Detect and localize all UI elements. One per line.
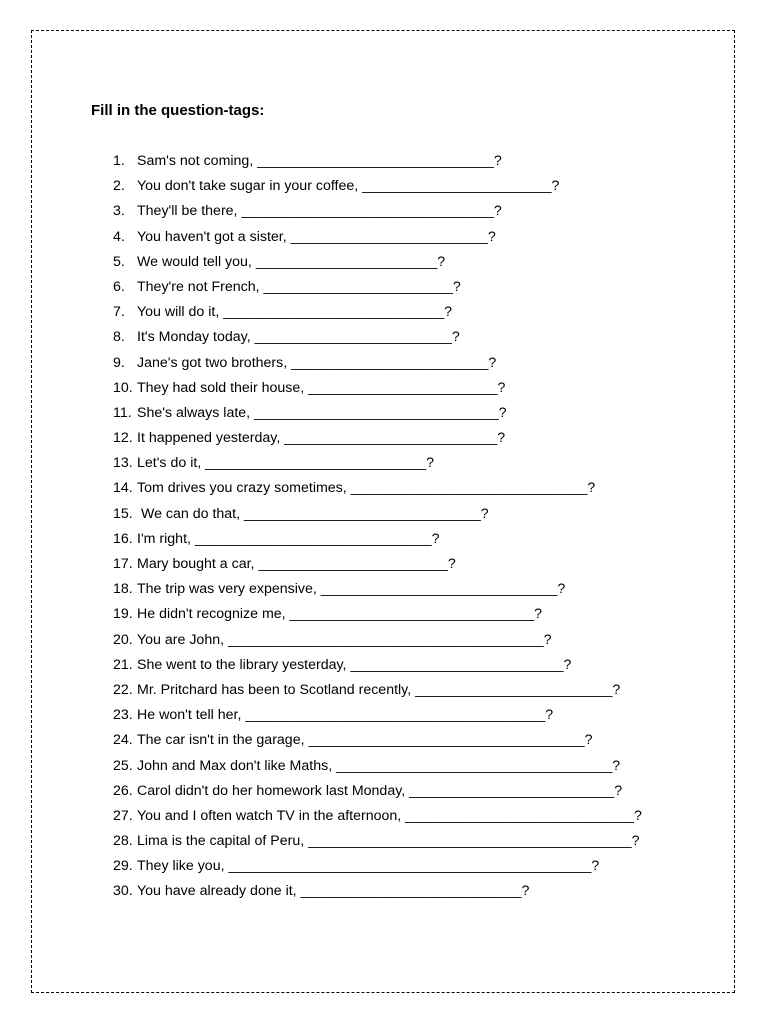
question-number: 13.: [113, 455, 133, 472]
question-item: [113, 856, 642, 881]
question-text: Mr. Pritchard has been to Scotland recently, _________________________?: [137, 681, 621, 698]
question-item: [113, 554, 642, 579]
question-number: 2.: [113, 178, 125, 195]
question-text: You will do it, ____________________________?: [137, 304, 453, 321]
question-text: He didn't recognize me, _______________________________?: [137, 606, 543, 623]
question-number: 19.: [113, 606, 133, 623]
question-item: [113, 378, 642, 403]
question-number: 6.: [113, 278, 125, 295]
question-text: They're not French, ________________________?: [137, 278, 461, 295]
question-item: [113, 680, 642, 705]
question-number: 1.: [113, 153, 125, 169]
question-item: [113, 504, 642, 529]
question-item: [113, 453, 642, 478]
question-item: [113, 630, 642, 655]
question-number: 3.: [113, 203, 125, 220]
question-number: 12.: [113, 430, 133, 447]
question-text: It's Monday today, _________________________?: [137, 329, 460, 346]
question-number: 15.: [113, 505, 133, 522]
question-number: 20.: [113, 631, 133, 648]
question-text: John and Max don't like Maths, ___________________________________?: [137, 757, 621, 774]
question-text: She went to the library yesterday, ___________________________?: [137, 656, 572, 673]
question-item: [113, 403, 642, 428]
question-number: 26.: [113, 782, 133, 799]
question-number: 28.: [113, 833, 133, 850]
question-item: [113, 781, 642, 806]
question-text: The trip was very expensive, ______________________________?: [137, 581, 566, 598]
question-number: 8.: [113, 329, 125, 346]
question-item: [113, 806, 642, 831]
question-item: [113, 730, 642, 755]
question-item: [113, 252, 642, 277]
question-number: 22.: [113, 681, 133, 698]
question-item: [113, 579, 642, 604]
question-text: I'm right, ______________________________?: [137, 530, 440, 547]
question-text: Jane's got two brothers, _________________________?: [137, 354, 497, 371]
question-text: They like you, ______________________________________________?: [137, 858, 600, 875]
question-item: [113, 705, 642, 730]
question-text: We would tell you, _______________________?: [137, 253, 446, 270]
question-text: Lima is the capital of Peru, _________________________________________?: [137, 833, 640, 850]
question-number: 14.: [113, 480, 133, 497]
question-number: 21.: [113, 656, 133, 673]
question-text: You have already done it, ____________________________?: [137, 883, 530, 900]
question-item: [113, 881, 642, 906]
question-item: [113, 176, 642, 201]
question-item: [113, 201, 642, 226]
question-number: 5.: [113, 253, 125, 270]
question-item: [113, 478, 642, 503]
question-number: 25.: [113, 757, 133, 774]
question-item: [113, 302, 642, 327]
question-number: 18.: [113, 581, 133, 598]
question-number: 11.: [113, 404, 132, 421]
question-text: It happened yesterday, ___________________________?: [137, 430, 506, 447]
question-item: [113, 604, 642, 629]
question-text: Sam's not coming, ______________________________?: [137, 153, 502, 169]
question-item: [113, 756, 642, 781]
question-number: 23.: [113, 707, 133, 724]
question-item: [113, 277, 642, 302]
question-text: They'll be there, ________________________________?: [137, 203, 502, 220]
question-text: You haven't got a sister, _________________________?: [137, 228, 496, 245]
question-number: 30.: [113, 883, 133, 900]
question-text: He won't tell her, ______________________________________?: [137, 707, 554, 724]
question-text: We can do that, ______________________________?: [137, 505, 489, 522]
question-number: 4.: [113, 228, 125, 245]
question-text: Mary bought a car, ________________________?: [137, 556, 456, 572]
question-item: [113, 151, 642, 176]
question-item: [113, 428, 642, 453]
question-text: The car isn't in the garage, ___________________________________?: [137, 732, 593, 749]
question-text: Tom drives you crazy sometimes, ______________________________?: [137, 480, 596, 497]
question-item: [113, 831, 642, 856]
question-text: She's always late, _______________________________?: [137, 404, 507, 421]
question-text: They had sold their house, ________________________?: [137, 379, 506, 396]
question-number: 7.: [113, 304, 125, 321]
question-number: 9.: [113, 354, 125, 371]
question-item: [113, 327, 642, 352]
question-text: Carol didn't do her homework last Monday, __________________________?: [137, 782, 623, 799]
question-text: You don't take sugar in your coffee, ________________________?: [137, 178, 560, 195]
question-list: [113, 151, 642, 907]
question-item: [113, 227, 642, 252]
question-item: [113, 353, 642, 378]
question-text: You are John, ________________________________________?: [137, 631, 552, 648]
worksheet-title: Fill in the question-tags:: [91, 102, 265, 119]
question-number: 16.: [113, 530, 133, 547]
question-number: 10.: [113, 379, 133, 396]
question-number: 27.: [113, 807, 133, 824]
question-item: [113, 655, 642, 680]
question-number: 24.: [113, 732, 133, 749]
question-text: Let's do it, ____________________________?: [137, 455, 434, 472]
question-text: You and I often watch TV in the afternoon, _____________________________?: [137, 807, 642, 824]
question-number: 29.: [113, 858, 133, 875]
question-item: [113, 529, 642, 554]
question-number: 17.: [113, 556, 133, 572]
